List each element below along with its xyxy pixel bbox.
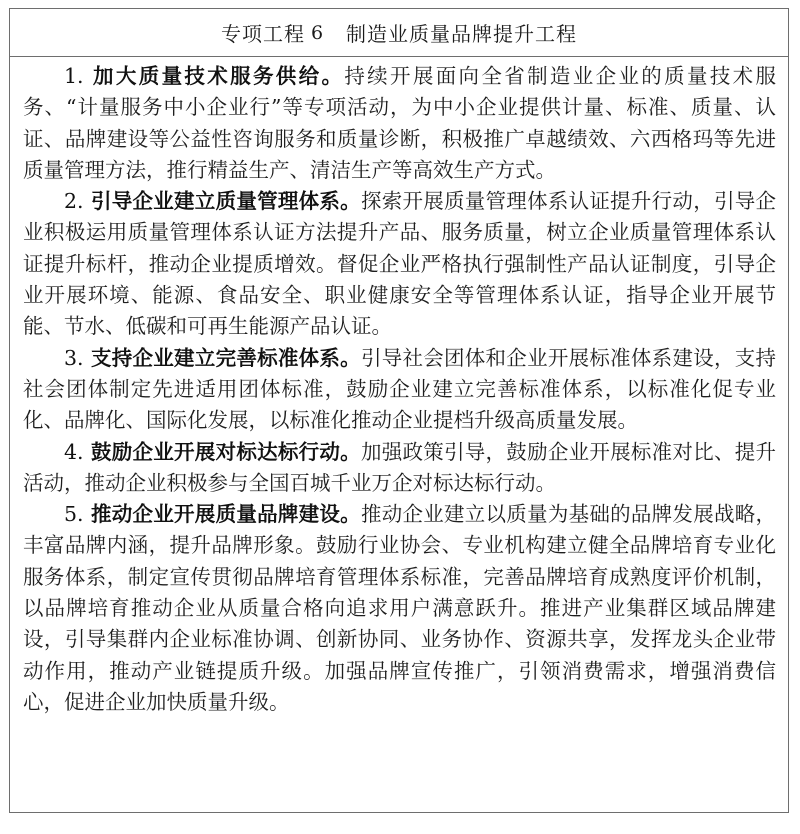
item-number: 2.: [64, 189, 84, 214]
list-item: [23, 343, 776, 437]
item-heading-text: 鼓励企业开展对标达标行动。: [90, 439, 361, 464]
item-heading: [64, 440, 361, 464]
item-text: 引导社会团体和企业开展标准体系建设，支持社会团体制定先进适用团体标准，鼓励企业建立完善标准体系，以标准化促专业化、品牌化、国际化发展，以标准化推动企业提档升级高质量发展。: [23, 345, 777, 433]
item-number: 3.: [64, 345, 84, 370]
item-heading-text: 推动企业开展质量品牌建设。: [90, 502, 361, 527]
title-prefix: 专项工程: [220, 22, 305, 46]
list-item: [23, 499, 776, 718]
item-number: 1.: [64, 64, 84, 88]
item-heading: [64, 346, 361, 370]
item-text: 加强政策引导，鼓励企业开展标准对比、提升活动，推动企业积极参与全国百城千业万企对标达标行动。: [23, 439, 777, 495]
list-item: [23, 437, 776, 500]
item-heading-text: 引导企业建立质量管理体系。: [90, 189, 361, 214]
title-main: 制造业质量品牌提升工程: [346, 22, 578, 46]
title-number: 6: [310, 21, 325, 44]
item-heading: [64, 64, 344, 88]
box-title: [10, 9, 788, 57]
list-item: [23, 61, 776, 186]
list-item: [23, 186, 776, 342]
box-content: [10, 57, 788, 718]
item-heading: [64, 502, 361, 526]
item-text: 推动企业建立以质量为基础的品牌发展战略，丰富品牌内涵，提升品牌形象。鼓励行业协会、专业机构建立健全品牌培育专业化服务体系，制定宣传贯彻品牌培育管理体系标准，完善品牌培育成熟度评价机制，以品牌培育推动企业从质量合格向追求用户满意跃升。推进产业集群区域品牌建设，引导集群内企业标准协调、创新协同、业务协作、资源共享，发挥龙头企业带动作用，推动产业链提质升级。加强品牌宣传推广，引领消费需求，增强消费信心，促进企业加快质量升级。: [23, 502, 777, 714]
item-number: 4.: [64, 439, 84, 464]
special-project-box: [9, 8, 789, 813]
item-heading-text: 加大质量技术服务供给。: [93, 64, 345, 88]
item-text: 持续开展面向全省制造业企业的质量技术服务、“计量服务中小企业行”等专项活动，为中小企业提供计量、标准、质量、认证、品牌建设等公益性咨询服务和质量诊断，积极推广卓越绩效、六西格玛等先进质量管理方法，推行精益生产、清洁生产等高效生产方式。: [23, 64, 777, 182]
item-number: 5.: [64, 502, 84, 527]
item-heading: [64, 189, 361, 213]
item-text: 探索开展质量管理体系认证提升行动，引导企业积极运用质量管理体系认证方法提升产品、服务质量，树立企业质量管理体系认证提升标杆，推动企业提质增效。督促企业严格执行强制性产品认证制度，引导企业开展环境、能源、食品安全、职业健康安全等管理体系认证，指导企业开展节能、节水、低碳和可再生能源产品认证。: [23, 189, 777, 339]
item-heading-text: 支持企业建立完善标准体系。: [90, 345, 361, 370]
